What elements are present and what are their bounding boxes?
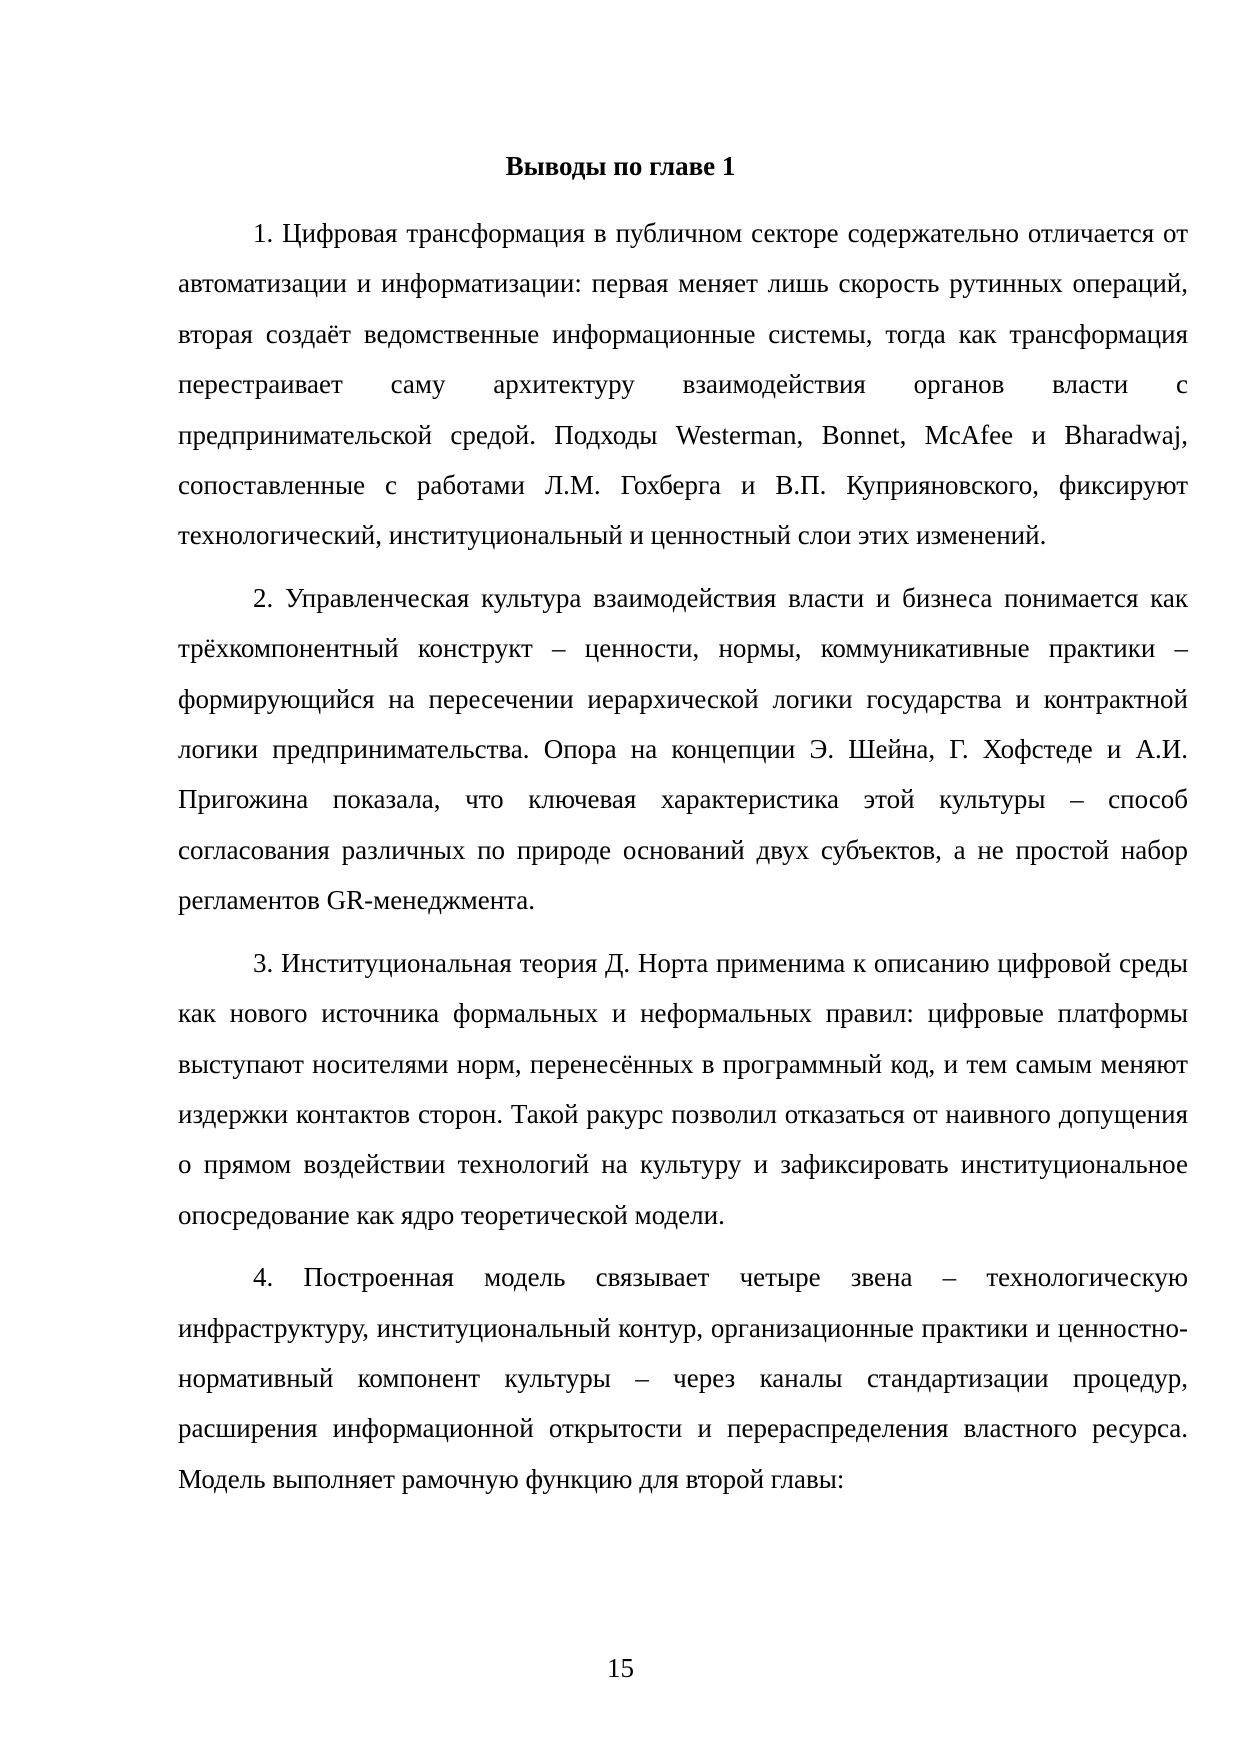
page-number: 15	[607, 1653, 634, 1683]
conclusion-paragraph-3: 3. Институциональная теория Д. Норта применима к описанию цифровой среды как нового источника формальных и неформальных правил: цифровые платформы выступают носителями норм, перенесённых в программный код, и тем самым меняют издержки контактов сторон. Такой ракурс позволил отказаться от наивного допущения о прямом воздействии технологий на культуру и зафиксировать институциональное опосредование как ядро теоретической модели.	[178, 947, 1188, 1230]
chapter-conclusions-heading: Выводы по главе 1	[505, 151, 736, 181]
conclusion-paragraph-2: 2. Управленческая культура взаимодействия власти и бизнеса понимается как трёхкомпонентный конструкт – ценности, нормы, коммуникативные практики – формирующийся на пересечении иерархической логики государства и контрактной логики предпринимательства. Опора на концепции Э. Шейна, Г. Хофстеде и А.И. Пригожина показала, что ключевая характеристика этой культуры – способ согласования различных по природе оснований двух субъектов, а не простой набор регламентов GR-менеджмента.	[178, 582, 1188, 916]
body-text	[178, 208, 1188, 1516]
conclusion-paragraph-4: 4. Построенная модель связывает четыре звена – технологическую инфраструктуру, институциональный контур, организационные практики и ценностно-нормативный компонент культуры – через каналы стандартизации процедур, расширения информационной открытости и перераспределения властного ресурса. Модель выполняет рамочную функцию для второй главы:	[178, 1262, 1188, 1494]
conclusion-paragraph-1: 1. Цифровая трансформация в публичном секторе содержательно отличается от автоматизации и информатизации: первая меняет лишь скорость рутинных операций, вторая создаёт ведомственные информационные системы, тогда как трансформация перестраивает саму архитектуру взаимодействия органов власти с предпринимательской средой. Подходы Westerman, Bonnet, McAfee и Bharadwaj, сопоставленные с работами Л.М. Гохберга и В.П. Куприяновского, фиксируют технологический, институциональный и ценностный слои этих изменений.	[178, 218, 1188, 551]
